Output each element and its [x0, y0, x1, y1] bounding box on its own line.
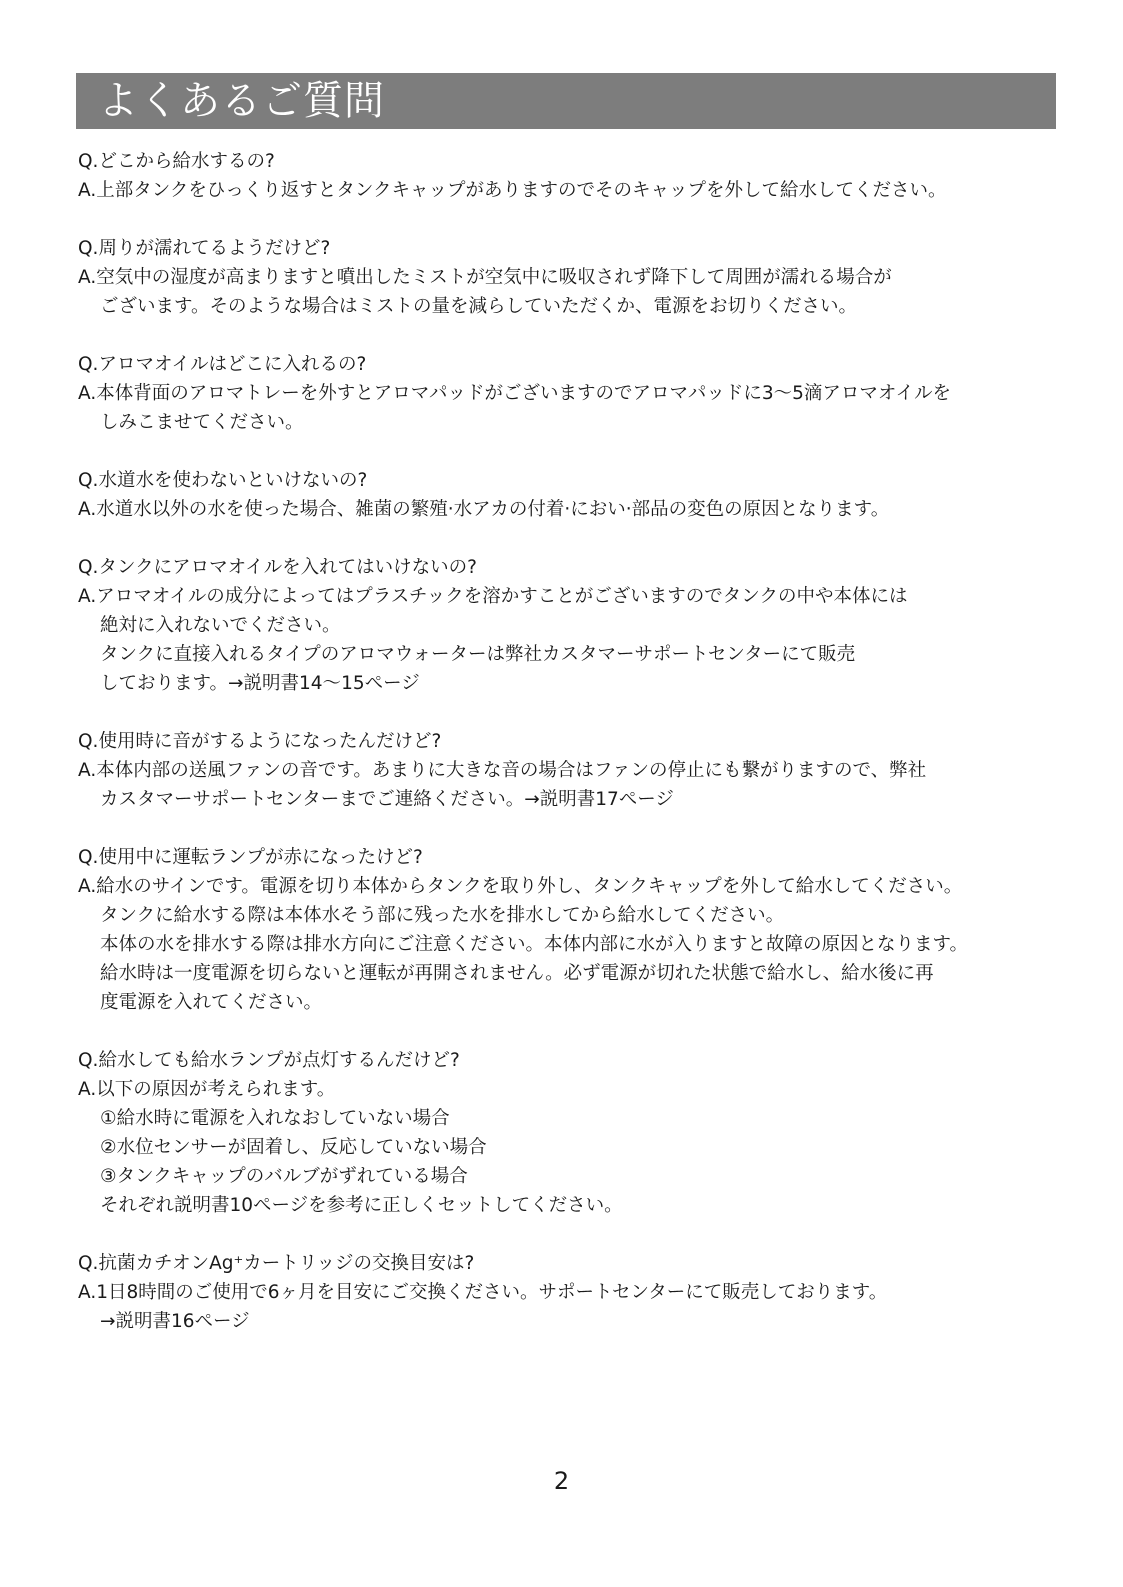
- faq-item: [78, 727, 1058, 814]
- faq-question: Q.使用時に音がするようになったんだけど?: [78, 731, 442, 752]
- faq-answer: A.1日8時間のご使用で6ヶ月を目安にご交換ください。サポートセンターにて販売しております。: [78, 1282, 888, 1303]
- faq-answer: A.水道水以外の水を使った場合、雑菌の繁殖·水アカの付着·におい·部品の変色の原因となります。: [78, 499, 890, 520]
- faq-answer: A.空気中の湿度が高まりますと噴出したミストが空気中に吸収されず降下して周囲が濡れる場合が: [78, 267, 892, 288]
- faq-answer: A.本体内部の送風ファンの音です。あまりに大きな音の場合はファンの停止にも繋がりますので、弊社: [78, 760, 927, 781]
- faq-answer-continuation: カスタマーサポートセンターまでご連絡ください。→説明書17ページ: [100, 789, 674, 810]
- faq-answer-continuation: 給水時は一度電源を切らないと運転が再開されません。必ず電源が切れた状態で給水し、給水後に再: [100, 963, 934, 984]
- faq-answer-continuation: ②水位センサーが固着し、反応していない場合: [100, 1137, 487, 1158]
- faq-answer-continuation: 本体の水を排水する際は排水方向にご注意ください。本体内部に水が入りますと故障の原因となります。: [100, 934, 969, 955]
- faq-answer-continuation: タンクに直接入れるタイプのアロマウォーターは弊社カスタマーサポートセンターにて販売: [100, 644, 856, 665]
- faq-answer-continuation: それぞれ説明書10ページを参考に正しくセットしてください。: [100, 1195, 623, 1216]
- faq-question: Q.使用中に運転ランプが赤になったけど?: [78, 847, 423, 868]
- faq-question: Q.周りが濡れてるようだけど?: [78, 238, 331, 259]
- faq-answer-continuation: →説明書16ページ: [100, 1311, 250, 1332]
- faq-answer: A.以下の原因が考えられます。: [78, 1079, 336, 1100]
- faq-item: [78, 843, 1058, 1017]
- faq-answer-continuation: ③タンクキャップのバルブがずれている場合: [100, 1166, 468, 1187]
- faq-question: Q.どこから給水するの?: [78, 151, 275, 172]
- faq-item: [78, 350, 1058, 437]
- faq-list: [78, 147, 1058, 1365]
- faq-question: Q.タンクにアロマオイルを入れてはいけないの?: [78, 557, 477, 578]
- faq-answer-continuation: 度電源を入れてください。: [100, 992, 323, 1013]
- faq-item: [78, 466, 1058, 524]
- page-title: よくあるご質問: [98, 78, 385, 124]
- faq-answer-continuation: しみこませてください。: [100, 412, 304, 433]
- faq-item: [78, 1046, 1058, 1220]
- faq-answer-continuation: 絶対に入れないでください。: [100, 615, 341, 636]
- faq-question: Q.アロマオイルはどこに入れるの?: [78, 354, 367, 375]
- title-bar: [76, 73, 1056, 129]
- faq-item: [78, 553, 1058, 698]
- faq-item: [78, 1249, 1058, 1336]
- faq-answer: A.上部タンクをひっくり返すとタンクキャップがありますのでそのキャップを外して給水してください。: [78, 180, 947, 201]
- faq-question: Q.給水しても給水ランプが点灯するんだけど?: [78, 1050, 460, 1071]
- faq-answer: A.アロマオイルの成分によってはプラスチックを溶かすことがございますのでタンクの中や本体には: [78, 586, 908, 607]
- faq-answer: A.給水のサインです。電源を切り本体からタンクを取り外し、タンクキャップを外して給水してください。: [78, 876, 963, 897]
- faq-item: [78, 147, 1058, 205]
- faq-question: Q.水道水を使わないといけないの?: [78, 470, 368, 491]
- faq-answer-continuation: ございます。そのような場合はミストの量を減らしていただくか、電源をお切りください。: [100, 296, 858, 317]
- faq-answer-continuation: タンクに給水する際は本体水そう部に残った水を排水してから給水してください。: [100, 905, 785, 926]
- faq-item: [78, 234, 1058, 321]
- faq-answer: A.本体背面のアロマトレーを外すとアロマパッドがございますのでアロマパッドに3～5滴アロマオイルを: [78, 383, 951, 404]
- faq-answer-continuation: ①給水時に電源を入れなおしていない場合: [100, 1108, 450, 1129]
- page-number: 2: [553, 1467, 570, 1495]
- faq-question: Q.抗菌カチオンAg⁺カートリッジの交換目安は?: [78, 1253, 475, 1274]
- faq-answer-continuation: しております。→説明書14～15ページ: [100, 673, 420, 694]
